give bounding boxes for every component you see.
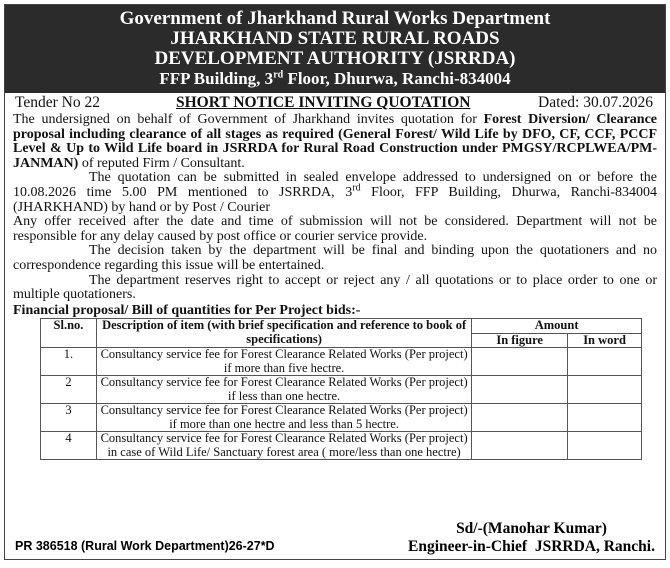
- row-description: Consultancy service fee for Forest Clearance Related Works (Per project) if less than one hectre.: [96, 376, 471, 404]
- row-in-word[interactable]: [568, 404, 642, 432]
- tender-date: Dated: 30.07.2026: [538, 94, 653, 111]
- tender-title: SHORT NOTICE INVITING QUOTATION: [176, 94, 471, 111]
- table-header-row: [41, 319, 642, 334]
- paragraph-rights: The department reserves right to accept or reject any / all quotations or to place order to one or multiple quotationers.: [13, 272, 657, 303]
- row-in-word[interactable]: [568, 348, 642, 376]
- paragraph-late-offers: Any offer received after the date and time of submission will not be considered. Department will not be responsible for any delay caused by post office or courier service provide.: [13, 214, 657, 244]
- para1-text-1: The undersigned on behalf of Government of Jharkhand invites quotation for: [13, 112, 484, 127]
- row-in-figure[interactable]: [472, 348, 568, 376]
- signature-designation: Engineer-in-Chief JSRRDA, Ranchi.: [407, 538, 655, 555]
- para2-sup: rd: [352, 182, 361, 194]
- table-row: [41, 404, 642, 432]
- paragraph-decision: The decision taken by the department will be final and binding upon the quotationers and no correspondence regarding this issue will be entertained.: [13, 243, 657, 273]
- row-in-figure[interactable]: [472, 376, 568, 404]
- row-description: Consultancy service fee for Forest Clearance Related Works (Per project) in case of Wild Life/ Sanctuary forest area ( more/less than one hectre): [96, 432, 471, 460]
- footer: [5, 519, 665, 559]
- paragraph-submission: [13, 171, 657, 215]
- header-in-word: In word: [568, 333, 642, 348]
- pr-number: PR 386518 (Rural Work Department)26-27*D: [15, 539, 275, 553]
- header-in-figure: In figure: [472, 333, 568, 348]
- para1-bold-1: Forest Diversion/ Clearance proposal including clearance of all stages as required: [13, 112, 657, 142]
- notice-body: [5, 93, 665, 460]
- header-line-2: JHARKHAND STATE RURAL ROADS: [170, 28, 500, 49]
- row-slno: 1.: [41, 348, 97, 376]
- header-address: [5, 69, 665, 89]
- tender-line: [13, 96, 657, 113]
- para2-post: Floor, FFP Building, Dhurwa, Ranchi-834004 (JHARKHAND) by hand or by Post / Courier: [13, 184, 657, 215]
- table-row: [41, 376, 642, 404]
- header-address-pre: FFP Building, 3: [159, 69, 274, 88]
- header-amount: Amount: [472, 319, 642, 334]
- table-row: [41, 348, 642, 376]
- financial-proposal-title: Financial proposal/ Bill of quantities for Per Project bids:-: [13, 302, 361, 318]
- signature-name: Sd/-(Manohar Kumar): [456, 520, 607, 537]
- header-address-post: Floor, Dhurwa, Ranchi-834004: [283, 69, 511, 88]
- header-address-sup: rd: [273, 69, 284, 81]
- para1-bold-2: (General Forest/ Wild Life by DFO, CF, CCF, PCCF Level & Up to Wild Life board in JSRRDA for Rural Road Construction under PMGSY/RCPLWEA/PM-JANMAN): [13, 126, 658, 171]
- row-in-figure[interactable]: [472, 432, 568, 460]
- header-line-3: DEVELOPMENT AUTHORITY (JSRRDA): [154, 48, 516, 69]
- tender-number: Tender No 22: [15, 94, 101, 111]
- header-description: Description of item (with brief specification and reference to book of specifications): [96, 319, 471, 348]
- bill-of-quantities-table: [40, 318, 642, 460]
- row-in-word[interactable]: [568, 376, 642, 404]
- paragraph-invitation: [13, 113, 657, 171]
- header-banner: [5, 5, 665, 93]
- row-slno: 3: [41, 404, 97, 432]
- row-in-word[interactable]: [568, 432, 642, 460]
- signature-block: [408, 520, 655, 556]
- row-description: Consultancy service fee for Forest Clearance Related Works (Per project) if more than five hectre.: [96, 348, 471, 376]
- para1-text-3: of reputed Firm / Consultant.: [78, 155, 245, 171]
- row-slno: 2: [41, 376, 97, 404]
- table-row: [41, 432, 642, 460]
- notice-page: [4, 4, 666, 560]
- row-description: Consultancy service fee for Forest Clearance Related Works (Per project) if more than one hectre and less than 5 hectre.: [96, 404, 471, 432]
- header-slno: Sl.no.: [41, 319, 97, 348]
- row-slno: 4: [41, 432, 97, 460]
- para2-pre: The quotation can be submitted in sealed envelope addressed to undersigned on or before the 10.08.2026 time 5.00 PM mentioned to JSRRDA, 3: [13, 170, 657, 200]
- row-in-figure[interactable]: [472, 404, 568, 432]
- header-line-1: Government of Jharkhand Rural Works Department: [119, 8, 551, 29]
